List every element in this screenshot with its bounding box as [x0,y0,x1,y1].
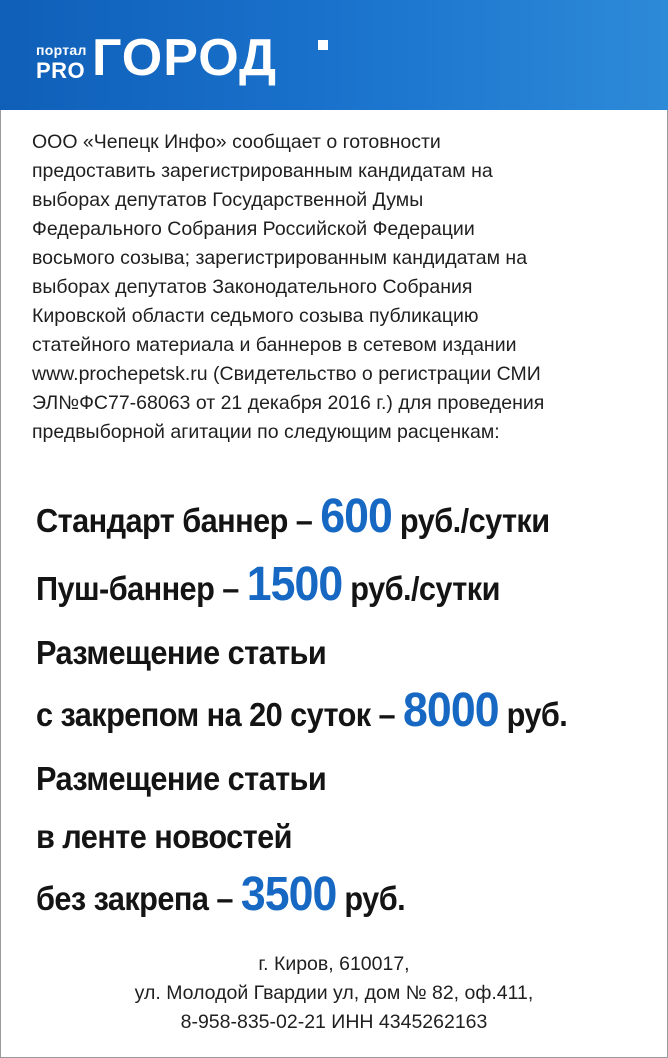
offer-unit: руб. [506,696,568,733]
header-banner [0,0,668,110]
price-list [36,488,656,928]
offer-push-banner [36,556,613,618]
offer-price: 3500 [240,868,337,921]
intro-line: предоставить зарегистрированным кандидатам на [32,160,493,182]
intro-line: Федерального Собрания Российской Федерации [32,218,475,240]
offer-feed-article [36,866,613,928]
footer-address: ул. Молодой Гвардии ул, дом № 82, оф.411, [134,982,534,1004]
offer-price: 8000 [403,684,499,737]
logo-gorod-text: ГОРОД [92,29,278,87]
progorod-logo [36,26,336,96]
offer-label: без закрепа – [36,880,233,917]
offer-feed-article-title: Размещение статьи [36,760,327,797]
offer-feed-article-subtitle: в ленте новостей [36,818,292,855]
intro-line: Кировской области седьмого созыва публикацию [32,305,479,327]
offer-price: 600 [320,490,392,543]
offer-price: 1500 [246,558,343,611]
offer-pinned-article [36,682,613,744]
intro-line: ЭЛ№ФС77-68063 от 21 декабря 2016 г.) для проведения [32,392,545,414]
offer-label: Пуш-баннер – [36,570,239,607]
logo-mark-icon [318,40,328,50]
intro-line: предвыборной агитации по следующим расценкам: [32,421,500,443]
intro-line: восьмого созыва; зарегистрированным кандидатам на [32,247,528,269]
footer-phone-inn: 8-958-835-02-21 ИНН 4345262163 [180,1011,488,1033]
offer-unit: руб./сутки [399,502,550,539]
offer-label: с закрепом на 20 суток – [36,696,396,733]
intro-line: выборах депутатов Законодательного Собрания [32,276,473,298]
offer-standard-banner [36,488,613,550]
offer-label: Стандарт баннер – [36,502,313,539]
contact-footer [0,950,668,1037]
intro-line: выборах депутатов Государственной Думы [32,189,424,211]
intro-line: статейного материала и баннеров в сетевом издании [32,334,517,356]
logo-pro-text: PRO [36,58,86,83]
intro-text [32,128,642,447]
footer-city: г. Киров, 610017, [258,953,410,975]
intro-line: ООО «Чепецк Инфо» сообщает о готовности [32,131,441,153]
offer-unit: руб. [344,880,406,917]
offer-pinned-article-title: Размещение статьи [36,634,327,671]
offer-unit: руб./сутки [350,570,500,607]
logo-portal-text: портал [36,42,87,58]
intro-line: www.prochepetsk.ru (Свидетельство о регистрации СМИ [32,363,541,385]
